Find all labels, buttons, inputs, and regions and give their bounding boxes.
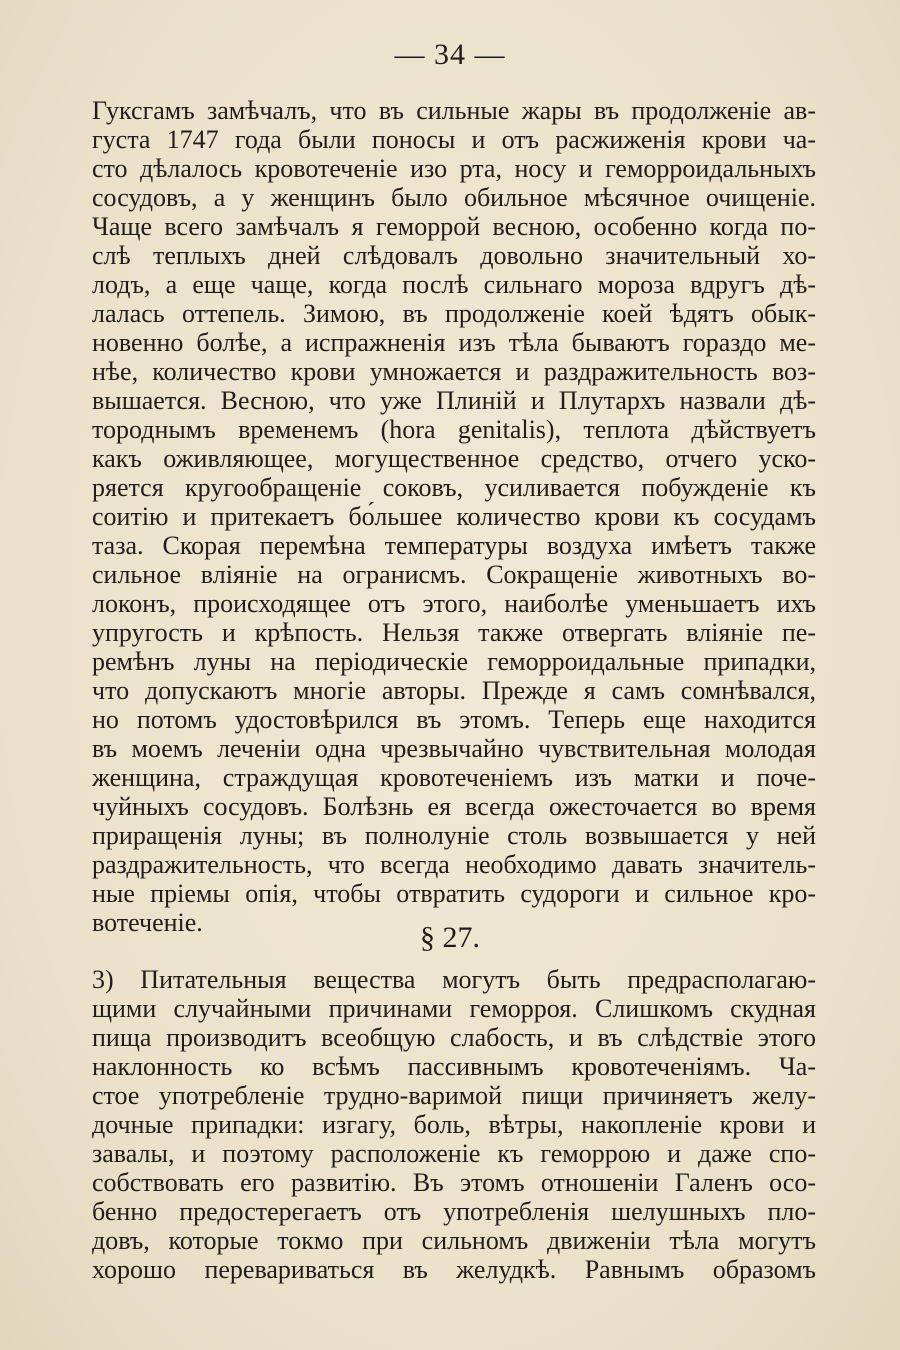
text-line: бенно предостерегаетъ отъ употребленія шелушныхъ пло- [92,1197,816,1226]
text-line: ремѣнъ луны на періодическіе геморроидальные припадки, [92,647,816,676]
text-line: наклонность ко всѣмъ пассивнымъ кровотеченіямъ. Ча- [92,1052,816,1081]
paragraph-2 [92,965,816,1284]
text-line: вотеченіе. [92,908,203,937]
text-line: приращенія луны; въ полнолуніе столь возвышается у ней [92,821,816,850]
text-line: сто дѣлалось кровотеченіе изо рта, носу и геморроидальныхъ [92,154,816,183]
text-line: завалы, и поэтому расположеніе къ геморрою и даже спо- [92,1139,816,1168]
text-line: локонъ, происходящее отъ этого, наиболѣе уменьшаетъ ихъ [92,589,816,618]
text-line: слѣ теплыхъ дней слѣдовалъ довольно значительный хо- [92,241,816,270]
text-line: пища производитъ всеобщую слабость, и въ слѣдствіе этого [92,1023,816,1052]
text-line: что допускаютъ многіе авторы. Прежде я самъ сомнѣвался, [92,676,816,705]
page-number: — 34 — [394,38,506,71]
text-line: упругость и крѣпость. Нельзя также отвергать вліяніе пе- [92,618,816,647]
text-line: хорошо перевариваться въ желудкѣ. Равнымъ образомъ [92,1255,816,1284]
text-line: 3) Питательныя вещества могутъ быть предрасполагаю- [92,965,816,994]
text-line: густа 1747 года были поносы и отъ расжиженія крови ча- [92,125,816,154]
text-line: лалась оттепель. Зимою, въ продолженіе коей ѣдятъ обык- [92,299,816,328]
text-line: женщина, страждущая кровотеченіемъ изъ матки и поче- [92,763,816,792]
text-line: сосудовъ, а у женщинъ было обильное мѣсячное очищеніе. [92,183,816,212]
text-line: довъ, которые токмо при сильномъ движеніи тѣла могутъ [92,1226,816,1255]
text-line: ряется кругообращеніе соковъ, усиливается побужденіе къ [92,473,816,502]
text-line: въ моемъ леченіи одна чрезвычайно чувствительная молодая [92,734,816,763]
text-line: раздражительность, что всегда необходимо давать значитель- [92,850,816,879]
section-heading: § 27. [420,921,480,954]
text-line: ные пріемы опія, чтобы отвратить судороги и сильное кро- [92,879,816,908]
text-line: собствовать его развитію. Въ этомъ отношеніи Галенъ осо- [92,1168,816,1197]
text-line: лодъ, а еще чаще, когда послѣ сильнаго мороза вдругъ дѣ- [92,270,816,299]
text-line: чуйныхъ сосудовъ. Болѣзнь ея всегда ожесточается во время [92,792,816,821]
paragraph-1 [92,96,816,937]
text-line: Гуксгамъ замѣчалъ, что въ сильные жары въ продолженіе ав- [92,96,816,125]
text-line: вышается. Весною, что уже Плиній и Плутархъ назвали дѣ- [92,386,816,415]
text-line: нѣе, количество крови умножается и раздражительность воз- [92,357,816,386]
text-line: тороднымъ временемъ (hora genitalis), теплота дѣйствуетъ [92,415,816,444]
text-line: таза. Скорая перемѣна температуры воздуха имѣетъ также [92,531,816,560]
text-line: Чаще всего замѣчалъ я геморрой весною, особенно когда по- [92,212,816,241]
text-line: какъ оживляющее, могущественное средство, отчего уско- [92,444,816,473]
text-line: стое употребленіе трудно-варимой пищи причиняетъ желу- [92,1081,816,1110]
text-line: новенно болѣе, а испражненія изъ тѣла бываютъ гораздо ме- [92,328,816,357]
text-line: но потомъ удостовѣрился въ этомъ. Теперь еще находится [92,705,816,734]
text-line: щими случайными причинами геморроя. Слишкомъ скудная [92,994,816,1023]
text-line: сильное вліяніе на огранисмъ. Сокращеніе животныхъ во- [92,560,816,589]
text-line: соитію и притекаетъ бо́льшее количество крови къ сосудамъ [92,502,816,531]
text-line: дочные припадки: изгагу, боль, вѣтры, накопленіе крови и [92,1110,816,1139]
